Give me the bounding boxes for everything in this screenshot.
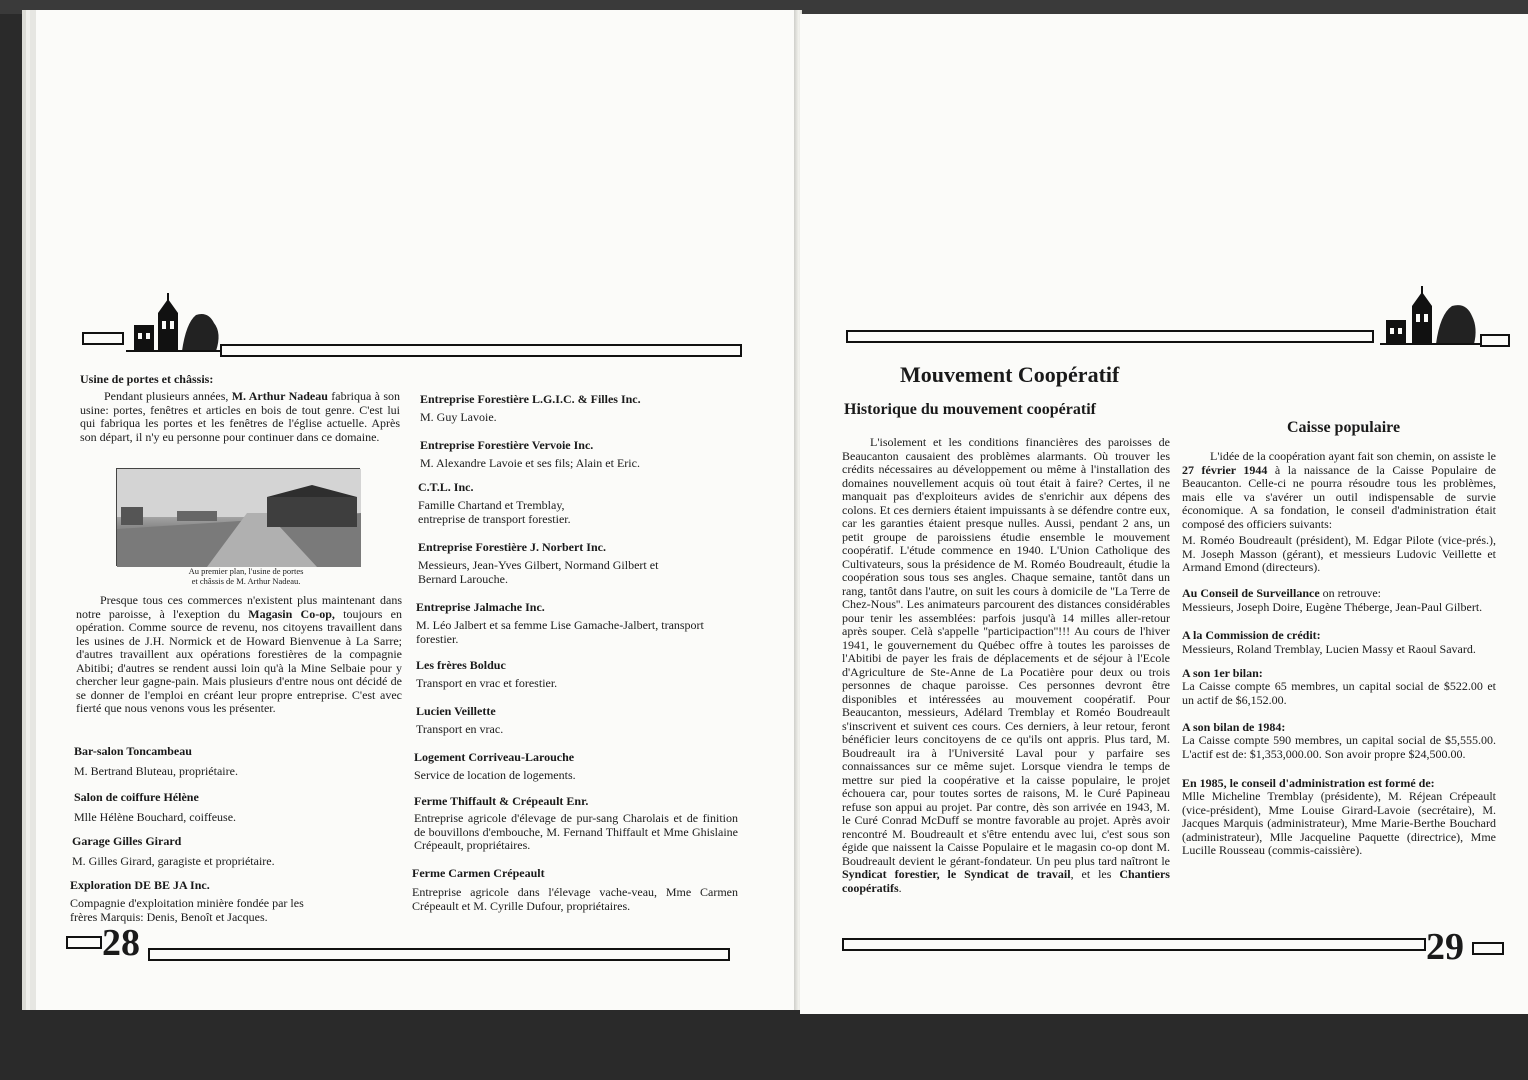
header-ornament-bar xyxy=(220,344,742,357)
org-name: Syndicat de travail xyxy=(964,867,1071,881)
business-desc: Mlle Hélène Bouchard, coiffeuse. xyxy=(74,810,237,824)
caption-line: Au premier plan, l'usine de portes xyxy=(188,566,304,576)
subheading: En 1985, le conseil d'administration est formé de: xyxy=(1182,776,1435,790)
officers-list: M. Roméo Boudreault (président), M. Edgar Pilote (vice-prés.), M. Joseph Masson (gérant), et messieurs Ludovic Veillette et Armand Emond (directeurs). xyxy=(1182,533,1496,574)
paragraph-historique xyxy=(842,436,1170,895)
section-heading-usine: Usine de portes et châssis: xyxy=(80,372,214,386)
paragraph-usine xyxy=(80,390,400,444)
text-fragment: , et les xyxy=(1070,867,1120,881)
header-ornament-box xyxy=(82,332,124,345)
balance-text: La Caisse compte 65 membres, un capital social de $522.00 et un actif de $6,152.00. xyxy=(1182,679,1496,707)
business-entry xyxy=(420,392,740,424)
text-fragment: on retrouve: xyxy=(1319,586,1381,600)
text-fragment: L'isolement et les conditions financières des paroisses de Beaucanton causaient des problèmes alarmants. Où trouver les crédits nécessaires au développement ou même à l'installation des domaines nouvellement acquis où tout était à faire? Certes, il ne manquait pas d'exploiteurs avides de s'enrichir aux dépens des colons. Et ces derniers étaient impuissants à se défendre contre eux, car les garanties étaient presque nulles. Aussi, pendant 2 ans, un petit groupe de paroissiens étudie ensemble le mouvement coopératif. L'étude commence en 1940. L'Union Catholique des Cultivateurs, sous la présidence de M. Roméo Boudreault, étudie la coopération sous tous ses angles. Chaque semaine, tantôt dans un rang, tantôt dans l'autre, on suit les cours à domicile de ''La Terre de Chez-Nous''. Les animateurs parcourent des distances considérables pour tenir les assemblées: parfois jusqu'à 14 milles aller-retour après souper. Celà s'appelle ''participaction''!!! Au cours de l'hiver 1941, le gouvernement du Québec offre à toutes les paroisses de l'Abitibi de payer les frais de déplacements et de séjour à l'Ecole d'Agriculture de Ste-Anne de La Pocatière pour deux ou trois personnes de chaque paroisse. Ces personnes devront être disponibles et intéressées au mouvement coopératif. Pour Beaucanton, messieurs, Adélard Tremblay et Roméo Boudreault s'inscrivent et suivent ces cours. Ces derniers, à leur retour, feront bénéficier leurs concitoyens de ce qu'ils ont appris. Plus tard, M. Boudreault ira à l'Université Laval pour y parfaire ses connaissances sur ce même sujet. Lorsque viendra le temps de mettre sur pied la coopérative et la caisse populaire, le projet échouera car, pour toutes sortes de raisons, M. le Curé Papineau refuse son appui au projet. Par contre, dès son arrivée en 1943, M. le Curé Conrad McDuff se montre favorable au projet. Après avoir rencontré M. Boudreault et s'être entendu avec lui, c'est sous son égide que naissent la Caisse Populaire et le magasin co-op dont M. Boudreault devient le gérant-fondateur. Un peu plus tard naîtront le xyxy=(842,435,1170,868)
subheading: A son bilan de 1984: xyxy=(1182,720,1286,734)
business-desc: Service de location de logements. xyxy=(414,768,576,782)
council-1985 xyxy=(1182,776,1496,858)
business-name: Ferme Thiffault & Crépeault Enr. xyxy=(414,794,589,808)
business-desc: Transport en vrac. xyxy=(416,722,504,736)
business-name: Entreprise Forestière Vervoie Inc. xyxy=(420,438,594,452)
business-entry xyxy=(414,794,738,853)
subheading-bold: Au Conseil de Surveillance xyxy=(1182,586,1320,600)
text-fragment: Pendant plusieurs années, xyxy=(104,389,232,403)
business-name: C.T.L. Inc. xyxy=(418,480,474,494)
text-fragment: fabriqua à son usine: portes, fenêtres et articles en bois de tout genre. C'est lui qui fabriqua les portes et les fenêtres de l'église actuelle. Après son départ, il n'y eu personne pour continuer dans ce domaine. xyxy=(80,389,400,444)
business-name: Logement Corriveau-Larouche xyxy=(414,750,575,764)
footer-ornament-box xyxy=(1472,942,1504,955)
business-desc: M. Guy Lavoie. xyxy=(420,410,497,424)
commission-credit xyxy=(1182,628,1496,656)
business-entry xyxy=(70,878,320,924)
business-name: Entreprise Forestière L.G.I.C. & Filles Inc. xyxy=(420,392,641,406)
business-entry xyxy=(420,438,740,470)
text-fragment: . xyxy=(898,880,902,895)
person-name: M. Arthur Nadeau xyxy=(231,389,328,403)
paragraph-commerces xyxy=(76,594,402,716)
header-ornament-box xyxy=(1480,334,1510,347)
business-entry xyxy=(416,658,716,690)
page-number: 29 xyxy=(1426,926,1464,968)
org-name: Syndicat forestier xyxy=(842,867,937,881)
page-title: Mouvement Coopératif xyxy=(900,362,1120,387)
business-name: Garage Gilles Girard xyxy=(72,834,182,848)
store-name: Magasin Co-op, xyxy=(248,606,335,621)
conseil-surveillance xyxy=(1182,586,1496,614)
text-fragment: toujours en opération. Comme source de revenu, nos citoyens travaillent dans les usines de J.H. Normick et de Howard Bienvenue à La Sarre; d'autres travaillent aux opérations forestières de la compagnie Abitibi; d'autres se rendent aussi loin qu'à la Mine Selbaie pour y chercher leur gagne-pain. Mais plusieurs d'entre nous ont décidé de se donner de l'emploi en créant leur propre entreprise. C'est avec fierté que nous venons vous les présenter. xyxy=(76,606,402,715)
footer-ornament-box xyxy=(66,936,102,949)
text-fragment: , le xyxy=(936,867,965,881)
business-name: Salon de coiffure Hélène xyxy=(74,790,199,804)
business-entry xyxy=(74,790,404,824)
business-desc: M. Bertrand Bluteau, propriétaire. xyxy=(74,764,238,778)
business-name: Entreprise Jalmache Inc. xyxy=(416,600,545,614)
member-list: Mlle Micheline Tremblay (présidente), M. Réjean Crépeault (vice-président), Mme Louise Girard-Lavoie (secrétaire), M. Jacques Marquis (administrateur), Mme Marie-Berthe Bouchard (administrateur), Mlle Jacqueline Paquette (directrice), Mme Lucille Rousseau (commis-caissière). xyxy=(1182,789,1496,857)
business-entry xyxy=(416,704,716,736)
first-balance xyxy=(1182,666,1496,707)
section-title-historique: Historique du mouvement coopératif xyxy=(844,401,1096,418)
page-29 xyxy=(800,14,1528,1014)
business-desc: Famille Chartand et Tremblay, entreprise de transport forestier. xyxy=(418,498,571,526)
org-name: Chantiers coopératifs xyxy=(842,867,1170,895)
subheading: A son 1er bilan: xyxy=(1182,666,1263,680)
member-list: Messieurs, Joseph Doire, Eugène Théberge, Jean-Paul Gilbert. xyxy=(1182,600,1483,614)
church-icon xyxy=(124,293,224,353)
business-desc: Entreprise agricole d'élevage de pur-sang Charolais et de finition de bouvillons d'embouche, M. Fernand Thiffault et Mme Ghislaine Crépeault, propriétaires. xyxy=(414,811,738,852)
subheading: A la Commission de crédit: xyxy=(1182,628,1321,642)
business-name: Exploration DE BE JA Inc. xyxy=(70,878,210,892)
page-28 xyxy=(30,10,798,1010)
factory-photo xyxy=(116,468,360,566)
business-name: Lucien Veillette xyxy=(416,704,496,718)
business-entry xyxy=(418,540,698,586)
paragraph-caisse xyxy=(1182,450,1496,531)
text-fragment: Presque tous ces commerces n'existent plus maintenant dans notre paroisse, à l'exeption du xyxy=(76,593,402,621)
business-desc: Transport en vrac et forestier. xyxy=(416,676,558,690)
caption-line: et châssis de M. Arthur Nadeau. xyxy=(191,576,301,586)
text-fragment: L'idée de la coopération ayant fait son chemin, on assiste le xyxy=(1210,449,1496,463)
business-desc: Compagnie d'exploitation minière fondée par les frères Marquis: Denis, Benoît et Jacques. xyxy=(70,896,304,924)
business-desc: M. Léo Jalbert et sa femme Lise Gamache-Jalbert, transport forestier. xyxy=(416,618,704,646)
text-fragment: à la naissance de la Caisse Populaire de Beaucanton. Celle-ci ne pourra résoudre tous les problèmes, mais elle va s'avérer un outil indispensable de survie économique. A sa fondation, le conseil d'administration était composé des officiers suivants: xyxy=(1182,462,1496,531)
business-name: Bar-salon Toncambeau xyxy=(74,744,192,758)
section-title-caisse: Caisse populaire xyxy=(1287,419,1401,436)
business-entry xyxy=(414,750,714,782)
page-number: 28 xyxy=(102,922,140,964)
business-name: Ferme Carmen Crépeault xyxy=(412,866,545,880)
founding-date: 27 février 1944 xyxy=(1182,462,1268,477)
business-entry xyxy=(418,480,738,526)
business-entry xyxy=(72,834,402,868)
business-entry xyxy=(74,744,404,778)
balance-text: La Caisse compte 590 membres, un capital social de $5,555.00. L'actif est de: $1,353,000.00. Son avoir propre $24,500.00. xyxy=(1182,733,1496,761)
business-name: Entreprise Forestière J. Norbert Inc. xyxy=(418,540,606,554)
business-entry xyxy=(412,866,738,913)
church-icon xyxy=(1380,286,1480,346)
footer-ornament-bar xyxy=(842,938,1426,951)
business-desc: Messieurs, Jean-Yves Gilbert, Normand Gilbert et Bernard Larouche. xyxy=(418,558,659,586)
business-desc: M. Alexandre Lavoie et ses fils; Alain et Eric. xyxy=(420,456,640,470)
footer-ornament-bar xyxy=(148,948,730,961)
subheading xyxy=(1182,586,1496,600)
balance-1984 xyxy=(1182,720,1496,761)
member-list: Messieurs, Roland Tremblay, Lucien Massy et Raoul Savard. xyxy=(1182,642,1476,656)
business-desc: Entreprise agricole dans l'élevage vache-veau, Mme Carmen Crépeault et M. Cyrille Dufour, propriétaires. xyxy=(412,885,738,913)
business-desc: M. Gilles Girard, garagiste et propriétaire. xyxy=(72,854,275,868)
header-ornament-bar xyxy=(846,330,1374,343)
factory-photo-scene xyxy=(117,469,361,567)
photo-caption xyxy=(156,566,336,586)
business-entry xyxy=(416,600,716,646)
business-name: Les frères Bolduc xyxy=(416,658,506,672)
